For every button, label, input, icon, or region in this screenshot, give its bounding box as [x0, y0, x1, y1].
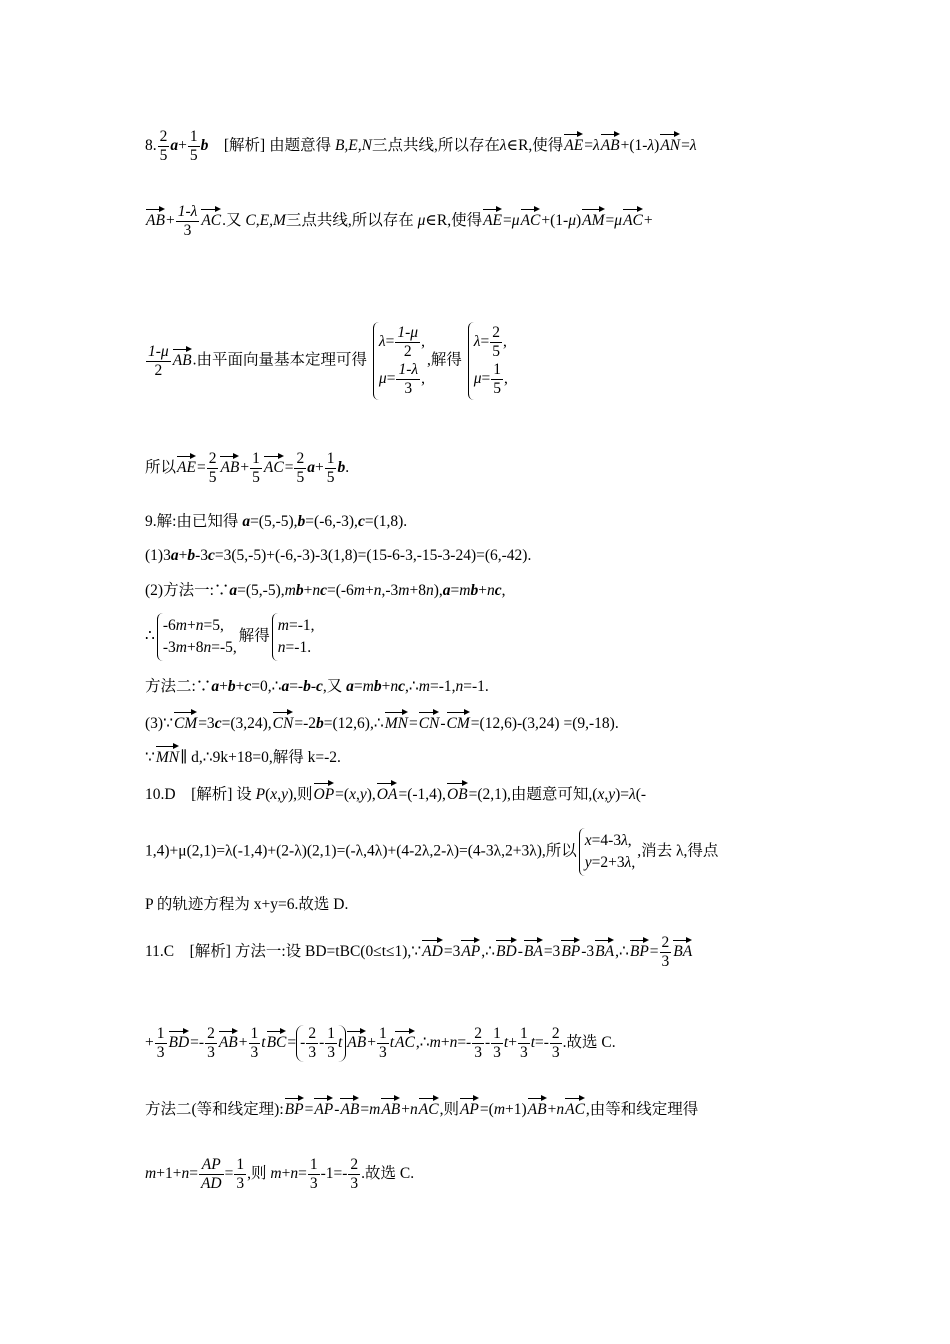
p11-line3: 方法二(等和线定理):BP=AP-AB=mAB+nAC,则AP=(m+1)AB+nAC,由等和线定理得: [145, 1097, 698, 1120]
equation-system: λ= $\frac{2}{5}$ , μ= $\frac{1}{5}$ ,: [468, 322, 508, 400]
p9-line7: ∵MN∥ d,∴9k+18=0,解得 k=-2.: [145, 745, 341, 768]
equation-system: -6m+n=5, -3m+8n=-5,: [157, 613, 237, 661]
p9-line3: (2)方法一:∵a=(5,-5),mb+nc=(-6m+n,-3m+8n),a=mb+nc,: [145, 582, 506, 599]
fraction: $\frac{1-\mu}{2}$: [148, 342, 169, 379]
p11-line4: m+1+n= $\frac{AP}{AD}$ = $\frac{1}{3}$ ,则 m+n= $\frac{1}{3}$ -1=- $\frac{2}{3}$ .故选 C.: [145, 1156, 415, 1192]
p9-line4: ∴ -6m+n=5, -3m+8n=-5, 解得 m=-1, n=-1.: [145, 613, 317, 661]
p10-line1: 10.D [解析] 设 P(x,y),则OP=(x,y),OA=(-1,4),OB=(2,1),由题意可知,(x,y)=λ(-: [145, 782, 646, 805]
p8-line1: 8. $\frac{2}{5}$ a+ $\frac{1}{5}$ b [解析] 由题意得 B,E,N三点共线,所以存在λ∈R,使得AE=λAB+(1-λ)AN=λ: [145, 128, 697, 164]
p8-line3: $\frac{1-\mu}{2}$ AB.由平面向量基本定理可得 λ= $\frac{1-\mu}{2}$ , μ= $\frac{1-\lambda}{3}$ , ,解得 λ= $\frac{2}{5}$ , μ= $\frac{1}{5}$ ,: [145, 322, 510, 400]
equation-system: x=4-3λ, y=2+3λ,: [579, 828, 635, 876]
fraction: $\frac{1-\lambda}{3}$: [177, 203, 198, 239]
p9-line1: 9.解:由已知得 a=(5,-5),b=(-6,-3),c=(1,8).: [145, 513, 408, 530]
p10-line3: P 的轨迹方程为 x+y=6.故选 D.: [145, 896, 349, 913]
fraction: $\frac{1}{5}$: [189, 128, 198, 164]
p8-line4: 所以AE= $\frac{2}{5}$ AB+ $\frac{1}{5}$ AC= $\frac{2}{5}$ a+ $\frac{1}{5}$ b.: [145, 450, 350, 486]
p9-line5: 方法二:∵a+b+c=0,∴a=-b-c,又 a=mb+nc,∴m=-1,n=-1.: [145, 678, 489, 695]
equation-system: λ= $\frac{1-\mu}{2}$ , μ= $\frac{1-\lambda}{3}$ ,: [373, 322, 425, 400]
equation-system: m=-1, n=-1.: [272, 613, 315, 661]
p9-line6: (3)∵CM=3c=(3,24),CN=-2b=(12,6),∴MN=CN-CM=(12,6)-(3,24) =(9,-18).: [145, 711, 619, 734]
p10-line2: 1,4)+μ(2,1)=λ(-1,4)+(2-λ)(2,1)=(-λ,4λ)+(4-2λ,2-λ)=(4-3λ,2+3λ),所以 x=4-3λ, y=2+3λ, ,消去 λ,得点: [145, 828, 718, 876]
p11-line1: 11.C [解析] 方法一:设 BD=tBC(0≤t≤1),∵AD=3AP,∴BD-BA=3BP-3BA,∴BP= $\frac{2}{3}$ BA: [145, 934, 693, 970]
p8-line2: AB+ $\frac{1-\lambda}{3}$ AC.又 C,E,M三点共线,所以存在 μ∈R,使得AE=μAC+(1-μ)AM=μAC+: [146, 203, 653, 239]
fraction: $\frac{2}{5}$: [159, 128, 168, 164]
p11-line2: + $\frac{1}{3}$ BD=- $\frac{2}{3}$ AB+ $\frac{1}{3}$ tBC= - $\frac{2}{3}$ - $\frac{1}{3}$ t AB+ $\frac{1}{3}$ tAC,∴m+n=- $\frac{2}{3}$ - $\frac{1}{3}$ t+ $\frac{1}{3}$ t=- $\frac{2}{3}$ .故选 C.: [145, 1025, 616, 1061]
p9-line2: (1)3a+b-3c=3(5,-5)+(-6,-3)-3(1,8)=(15-6-3,-15-3-24)=(6,-42).: [145, 547, 532, 564]
